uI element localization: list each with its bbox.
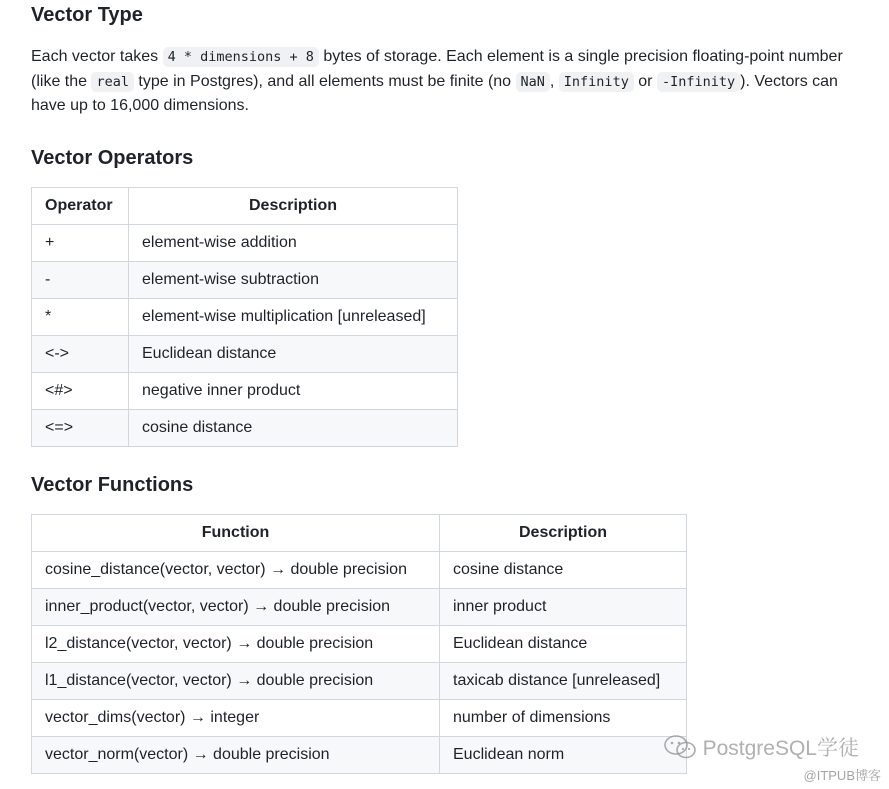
wechat-icon bbox=[663, 734, 699, 760]
text-run: type in Postgres), and all elements must be finite (no bbox=[133, 72, 516, 90]
heading-vector-operators: Vector Operators bbox=[31, 146, 194, 169]
text-run: ). Vectors can have up to 16,000 dimensions. bbox=[31, 72, 838, 114]
document-content bbox=[31, 0, 881, 774]
description-cell: Euclidean distance bbox=[129, 335, 458, 372]
code-real: real bbox=[91, 72, 134, 92]
code-nan: NaN bbox=[516, 72, 550, 92]
text-run: or bbox=[633, 72, 657, 90]
table-header-row bbox=[32, 514, 687, 551]
table-row bbox=[32, 409, 458, 446]
operator-cell: <-> bbox=[32, 335, 129, 372]
watermark bbox=[663, 732, 859, 762]
watermark-text: PostgreSQL学徒 bbox=[702, 737, 859, 760]
description-cell: element-wise addition bbox=[129, 224, 458, 261]
operators-table bbox=[31, 187, 458, 447]
code-neg-infinity: -Infinity bbox=[657, 72, 740, 92]
table-row bbox=[32, 224, 458, 261]
description-cell: Euclidean norm bbox=[440, 736, 687, 773]
description-cell: Euclidean distance bbox=[440, 625, 687, 662]
header-operator: Operator bbox=[32, 187, 129, 224]
text-run: bytes of storage. Each element is a single precision floating-point number (like the bbox=[31, 48, 843, 90]
function-cell: l2_distance(vector, vector) → double precision bbox=[32, 625, 440, 662]
table-row bbox=[32, 261, 458, 298]
operator-cell: - bbox=[32, 261, 129, 298]
table-row bbox=[32, 625, 687, 662]
operator-cell: <#> bbox=[32, 372, 129, 409]
operator-cell: <=> bbox=[32, 409, 129, 446]
function-cell: vector_norm(vector) → double precision bbox=[32, 736, 440, 773]
description-cell: inner product bbox=[440, 588, 687, 625]
code-infinity: Infinity bbox=[559, 72, 634, 92]
text-run: Each vector takes bbox=[31, 48, 163, 65]
description-cell: negative inner product bbox=[129, 372, 458, 409]
heading-vector-functions: Vector Functions bbox=[31, 473, 194, 496]
text-run: , bbox=[549, 72, 559, 90]
header-description: Description bbox=[440, 514, 687, 551]
code-storage-formula: 4 * dimensions + 8 bbox=[163, 47, 319, 67]
description-cell: number of dimensions bbox=[440, 699, 687, 736]
table-row bbox=[32, 551, 687, 588]
watermark-source: @ITPUB博客 bbox=[803, 768, 881, 783]
table-row bbox=[32, 662, 687, 699]
description-cell: element-wise multiplication [unreleased] bbox=[129, 298, 458, 335]
table-header-row bbox=[32, 187, 458, 224]
header-function: Function bbox=[32, 514, 440, 551]
operator-cell: * bbox=[32, 298, 129, 335]
description-cell: cosine distance bbox=[129, 409, 458, 446]
description-cell: cosine distance bbox=[440, 551, 687, 588]
table-row bbox=[32, 335, 458, 372]
description-cell: taxicab distance [unreleased] bbox=[440, 662, 687, 699]
table-row bbox=[32, 372, 458, 409]
header-description: Description bbox=[129, 187, 458, 224]
description-cell: element-wise subtraction bbox=[129, 261, 458, 298]
function-cell: inner_product(vector, vector) → double precision bbox=[32, 588, 440, 625]
functions-table bbox=[31, 514, 687, 774]
table-row bbox=[32, 298, 458, 335]
operator-cell: + bbox=[32, 224, 129, 261]
heading-vector-type: Vector Type bbox=[31, 4, 143, 26]
table-row bbox=[32, 588, 687, 625]
table-row bbox=[32, 736, 687, 773]
function-cell: vector_dims(vector) → integer bbox=[32, 699, 440, 736]
function-cell: l1_distance(vector, vector) → double precision bbox=[32, 662, 440, 699]
function-cell: cosine_distance(vector, vector) → double precision bbox=[32, 551, 440, 588]
vector-type-paragraph bbox=[31, 45, 861, 119]
table-row bbox=[32, 699, 687, 736]
